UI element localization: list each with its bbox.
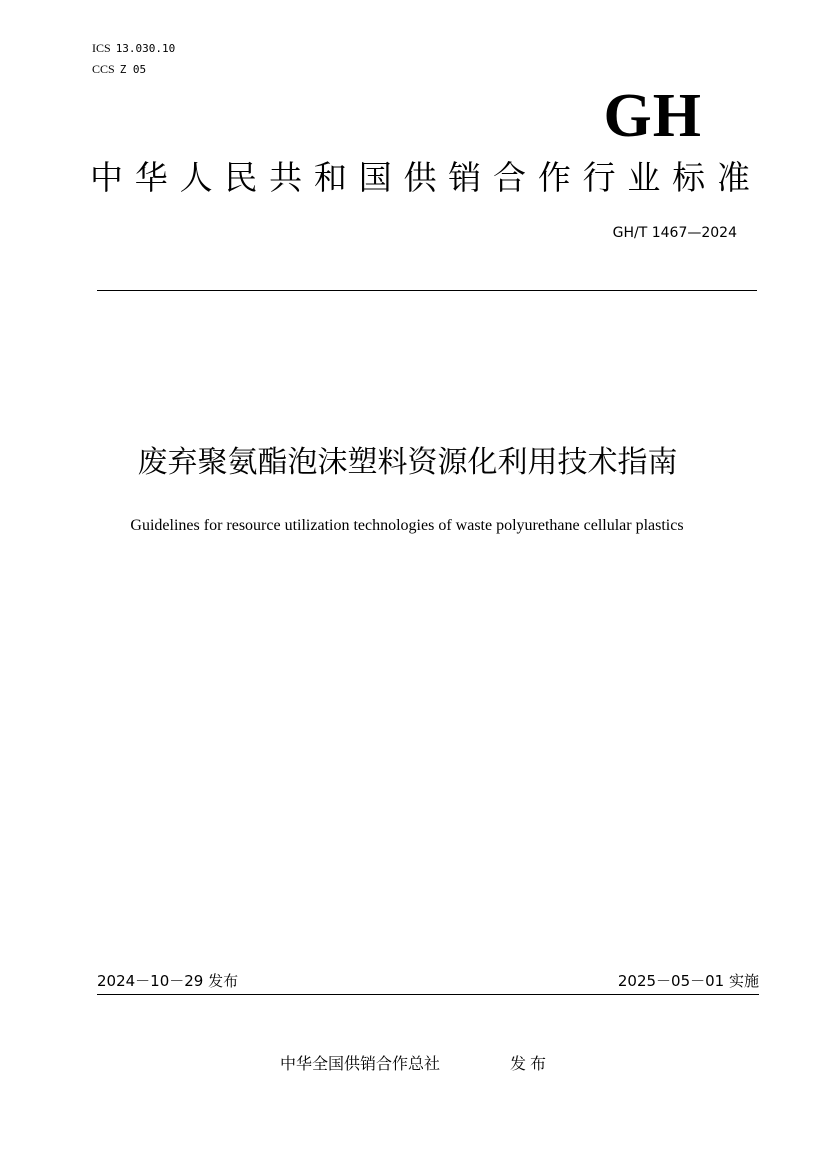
title-char: 标 (672, 158, 706, 197)
document-title-chinese: 废弃聚氨酯泡沫塑料资源化利用技术指南 (137, 445, 678, 480)
header-divider (97, 290, 757, 291)
standard-number: GH/T 1467—2024 (612, 225, 737, 241)
document-title-english: Guidelines for resource utilization technologies of waste polyurethane cellular plastics (130, 517, 684, 534)
title-char: 共 (269, 158, 303, 197)
title-char: 人 (179, 158, 213, 197)
title-char: 民 (224, 158, 258, 197)
publisher-name: 中华全国供销合作总社 (280, 1054, 441, 1073)
footer-divider (97, 994, 759, 995)
title-char: 合 (493, 158, 527, 197)
ccs-label: CCS (92, 62, 115, 76)
title-char: 作 (537, 158, 571, 197)
publish-label: 发布 (510, 1054, 551, 1073)
title-char: 和 (313, 158, 347, 197)
title-char: 准 (716, 158, 750, 197)
implementation-date: 2025－05－01 实施 (617, 972, 759, 990)
title-char: 国 (358, 158, 392, 197)
title-char: 业 (627, 158, 661, 197)
ics-classification (92, 41, 175, 56)
issue-date: 2024－10－29 发布 (97, 972, 239, 990)
title-char: 供 (403, 158, 437, 197)
gh-standard-logo: GH (603, 82, 702, 150)
industry-standard-title (90, 157, 750, 199)
title-char: 中 (90, 158, 123, 197)
ics-label: ICS (92, 41, 111, 55)
title-char: 行 (582, 158, 616, 197)
title-char: 销 (448, 158, 482, 197)
title-char: 华 (134, 158, 168, 197)
ics-code: 13.030.10 (115, 42, 176, 55)
ccs-code: Z 05 (119, 63, 147, 76)
ccs-classification (92, 62, 146, 77)
